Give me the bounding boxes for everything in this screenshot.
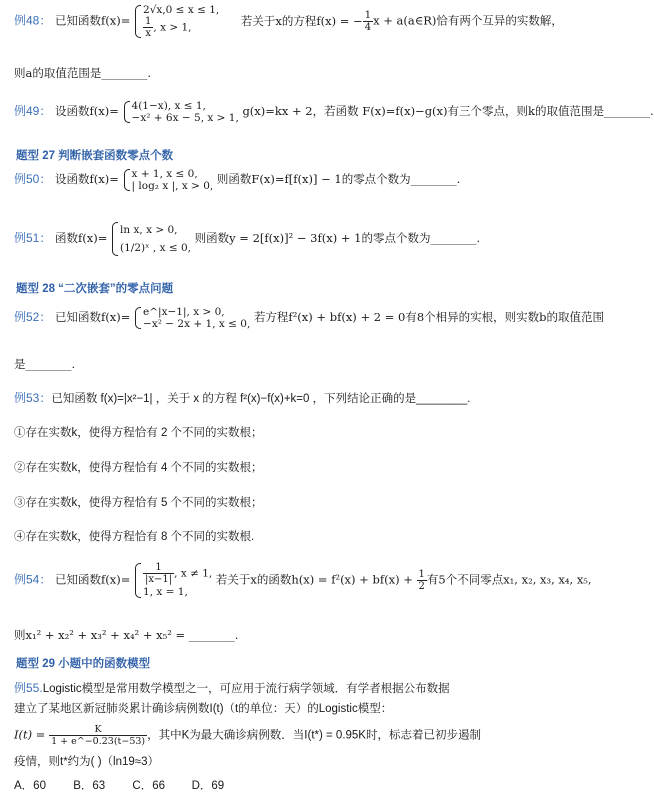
ex53-statement-1: ①存在实数k，使得方程恰有 2 个不同的实数根； <box>14 427 263 439</box>
ex48-piecewise <box>134 4 219 39</box>
section-28-title: 题型 28 “二次嵌套”的零点问题 <box>16 283 174 295</box>
ex51-case1: ln x, x > 0, <box>120 224 178 236</box>
ex54-frac: $\frac{1}{2}$ <box>418 569 425 592</box>
ex55-options <box>14 779 248 794</box>
ex50-piecewise <box>123 168 214 192</box>
ex51-line <box>14 221 480 257</box>
ex48-label: 例48： <box>14 13 52 28</box>
ex52-label: 例52： <box>14 310 52 324</box>
ex55-lhs: I(t) = <box>14 727 46 742</box>
ex52-line1 <box>14 306 604 330</box>
ex51-label: 例51： <box>14 231 52 245</box>
ex48-lead: 已知函数f(x)= <box>55 13 131 28</box>
ex54-lead: 已知函数f(x)= <box>55 572 131 587</box>
ex48-line2: 则a的取值范围是________. <box>14 66 152 80</box>
ex54-line2: 则x₁² + x₂² + x₃² + x₄² + x₅² = ________. <box>14 628 239 642</box>
ex48-line1 <box>14 4 563 39</box>
ex53-text: 已知函数 f(x)=|x²−1| ，关于 x 的方程 f²(x)−f(x)+k=0 ，下列结论正确的是________. <box>51 393 471 405</box>
ex53-label: 例53： <box>14 391 52 405</box>
section-27-title: 题型 27 判断嵌套函数零点个数 <box>16 150 174 162</box>
ex52-piecewise <box>134 306 250 330</box>
ex49-piecewise <box>123 100 239 124</box>
ex48-frac: $\frac{1}{4}$ <box>364 10 372 33</box>
section-29-title: 题型 29 小题中的函数模型 <box>16 658 151 670</box>
ex50-label: 例50： <box>14 172 52 186</box>
ex53-line <box>14 391 470 407</box>
ex54-mid: 若关于x的函数h(x) = f²(x) + bf(x) + <box>215 572 417 587</box>
option-c[interactable]: C．66 <box>132 780 166 792</box>
ex48-mid: 若关于x的方程f(x) = − <box>240 13 363 28</box>
ex54-case2: 1, x = 1, <box>143 586 188 598</box>
ex49-tail: g(x)=kx + 2，若函数 F(x)=f(x)−g(x)有三个零点，则k的取值范围是________. <box>242 104 654 118</box>
option-b[interactable]: B．63 <box>73 780 106 792</box>
ex48-case2: $\frac{1}{x}$ , x > 1, <box>145 16 192 39</box>
ex54-case1: $\frac{1}{|x-1|}$ , x ≠ 1, <box>145 562 213 585</box>
ex52-case1: e^|x−1|, x > 0, <box>143 306 225 318</box>
ex55-line3 <box>14 724 481 747</box>
ex52-line2: 是________. <box>14 357 76 371</box>
ex51-piecewise <box>111 221 191 257</box>
ex49-case1: 4(1−x), x ≤ 1, <box>131 100 206 112</box>
ex55-label: 例55. <box>14 681 43 695</box>
ex55-line1 <box>14 681 450 697</box>
ex48-tail: x + a(a∈R)恰有两个互异的实数解， <box>373 13 563 28</box>
ex49-line <box>14 100 654 124</box>
ex55-line3-tail: ，其中K为最大确诊病例数．当I(t*) = 0.95K时，标志着已初步遏制 <box>147 729 481 742</box>
ex53-statement-4: ④存在实数k，使得方程恰有 8 个不同的实数根. <box>14 531 255 543</box>
ex50-lead: 设函数f(x)= <box>55 172 119 186</box>
ex52-case2: −x² − 2x + 1, x ≤ 0, <box>143 318 251 330</box>
ex55-model-frac <box>49 724 147 747</box>
ex54-case1-frac: $\frac{1}{|x-1|}$ <box>145 562 173 585</box>
ex49-case2: −x² + 6x − 5, x > 1, <box>131 112 239 124</box>
ex54-tail: 有5个不同零点x₁, x₂, x₃, x₄, x₅, <box>426 572 592 587</box>
ex54-piecewise <box>134 562 212 599</box>
ex50-case1: x + 1, x ≤ 0, <box>131 168 198 180</box>
ex50-line <box>14 168 460 192</box>
ex55-line2: 建立了某地区新冠肺炎累计确诊病例数I(t)（t的单位：天）的Logistic模型： <box>14 703 393 715</box>
ex54-line1 <box>14 562 592 599</box>
ex51-lead: 函数f(x)= <box>55 231 108 245</box>
ex53-statement-3: ③存在实数k，使得方程恰有 5 个不同的实数根； <box>14 497 263 509</box>
ex50-tail: 则函数F(x)=f[f(x)] − 1的零点个数为________. <box>216 172 461 186</box>
ex55-frac-den: 1 + e^−0.23(t−53) <box>51 736 146 747</box>
ex54-label: 例54： <box>14 572 52 587</box>
ex55-line4: 疫情，则t*约为( )（ln19≈3） <box>14 756 159 768</box>
ex48-case2-frac: $\frac{1}{x}$ <box>145 16 152 39</box>
ex51-case2: (1/2)ˣ , x ≤ 0, <box>120 242 191 254</box>
ex48-case1: 2√x,0 ≤ x ≤ 1, <box>143 4 220 16</box>
ex52-tail: 若方程f²(x) + bf(x) + 2 = 0有8个相异的实根，则实数b的取值范围 <box>253 310 604 324</box>
ex55-frac-num: K <box>49 724 147 736</box>
ex49-lead: 设函数f(x)= <box>55 104 119 118</box>
option-d[interactable]: D．69 <box>191 780 225 792</box>
ex49-label: 例49： <box>14 104 52 118</box>
ex53-statement-2: ②存在实数k，使得方程恰有 4 个不同的实数根； <box>14 462 263 474</box>
ex51-tail: 则函数y = 2[f(x)]² − 3f(x) + 1的零点个数为________. <box>194 231 481 245</box>
option-a[interactable]: A．60 <box>14 780 46 792</box>
ex55-line1-text: Logistic模型是常用数学模型之一，可应用于流行病学领域．有学者根据公布数据 <box>42 683 450 695</box>
ex52-lead: 已知函数f(x)= <box>55 310 131 324</box>
ex50-case2: | log₂ x |, x > 0, <box>131 180 214 192</box>
